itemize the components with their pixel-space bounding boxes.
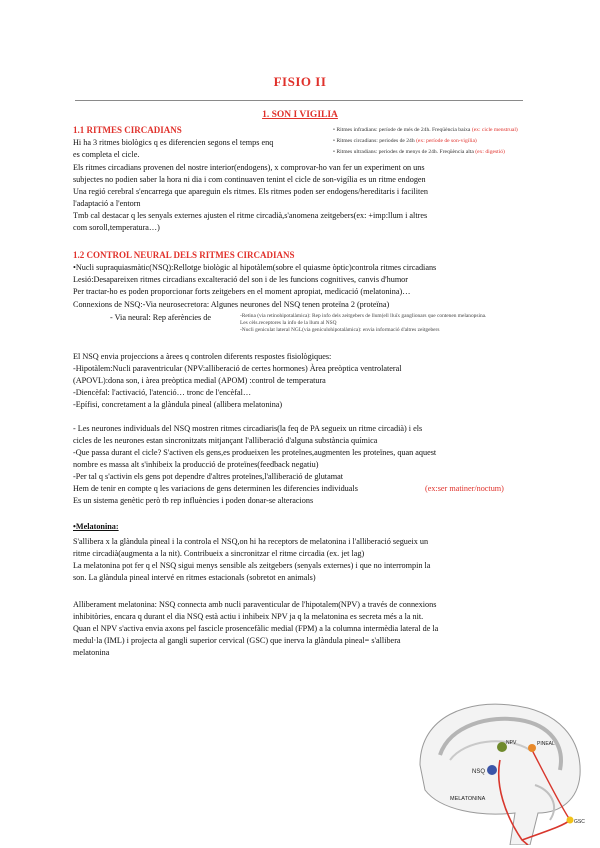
paragraph-line: •Nucli supraquiasmàtic(NSQ):Rellotge biològic al hipotàlem(sobre el quiasme òptic)controla ritmes circadians [73,263,437,272]
paragraph-line: Lesió:Desapareixen ritmes circadians excalteració del son i de les funcions cognitives, canvis d'humor [73,275,409,284]
paragraph-line: melatonina [73,648,110,657]
side-note-text: • Ritmes ultradians: periodes de menys de 24h. Freqüència alta [333,149,474,155]
side-note-tag: (ex: digestió) [475,149,505,155]
paragraph-line: -Que passa durant el cicle? S'activen els gens,es produeixen les proteïnes,augmenten les proteïnes, quan aquest [73,448,437,457]
gsc-label: GSC [574,819,585,825]
npv-label: NPV [506,740,517,746]
paragraph-line: inhibitòries, encara q durant el dia NSQ està actiu i inhibeix NPV ja q la melatonina es secreta més a la nit. [73,612,424,621]
paragraph-line: son. La glàndula pineal intervé en ritmes estacionals (sobretot en animals) [73,573,316,582]
paragraph-line: Una regió cerebral s'encarrega que apareguin els ritmes. Els ritmes poden ser endogens/hereditaris i faciliten [73,187,428,196]
side-note-text: • Ritmes infradians: període de més de 24h. Freqüència baixa [333,127,471,133]
side-note-text: • Ritmes circadians: periodes de 24h [333,138,415,144]
via-note: -Retina (via retinohipotalàmica): Rep info dels zeitgebers de llum(ell lluïx ganglionars que contenen melanopsina. [240,313,487,319]
example-note: (ex:ser matiner/noctum) [425,484,504,493]
paragraph-line: Per tractar-ho es poden proporcionar forts zeitgebers en el moment apropiat, medicació (melatonina)… [73,287,411,296]
paragraph-line: l'adaptació a l'entorn [73,199,141,208]
paragraph-line: medul·la (IML) i projecta al gangli superior cervical (GSC) que inerva la glàndula pineal= s'allibera [73,636,401,645]
paragraph-line: El NSQ envia projeccions a àrees q controlen diferents respostes fisiològiques: [73,352,332,361]
paragraph-line: Els ritmes circadians provenen del nostre interior(endogens), x comprovar-ho van fer un experiment on uns [73,163,425,172]
paragraph-line: -Hipotàlem:Nucli paraventricular (NPV:alliberació de certes hormones) Àrea preòptica ventrolateral [73,364,402,373]
nsq-label: NSQ [472,769,486,775]
side-note-3 [333,148,505,156]
title-divider [75,100,523,101]
pineal-label: PINEAL [537,741,555,747]
paragraph-line: -Epífisi, concretament a la glàndula pineal (allibera melatonina) [73,400,283,409]
paragraph-line: subjectes no podien saber la hora ni dia i com continuaven tenint el cicle de son-vigília es un ritme endogen [73,175,426,184]
paragraph-line: -Diencèfal: l'activació, l'atenció… tronc de l'encèfal… [73,388,252,397]
melatonina-heading: •Melatonina: [73,522,119,531]
via-neural-label: - Via neural: Rep aferències de [110,313,211,322]
paragraph-line: (APOVL):dona son, i àrea preòptica medial (APOM) :control de temperatura [73,376,326,385]
gsc-node [567,817,574,824]
paragraph-line: nombre es massa alt s'inhibeix la producció de proteïnes(feedback negatiu) [73,460,319,469]
page-title: FISIO II [273,74,327,89]
side-note-tag: (ex: període de son-vigília) [416,138,477,144]
paragraph-line: - Les neurones individuals del NSQ mostren ritmes circadiaris(la feq de PA segueix un ritme circadià) i els [73,424,423,433]
pineal-node [528,744,536,752]
nsq-node [487,765,497,775]
via-note: -Nucli geniculat lateral NGL(via geniculohipotalàmica): envia informació d'altres zeitgebers [240,327,440,333]
paragraph-line: es completa el cicle. [73,150,140,159]
section-heading-son-vigilia: 1. SON I VIGILIA [262,110,338,120]
melatonina-label: MELATONINA [450,796,486,802]
paragraph-line: Quan el NPV s'activa envia axons pel fascicle prosencefàlic medial (FPM) a la columna intermèdia lateral de la [73,624,439,633]
paragraph-line: com soroll,temperatura…) [73,223,160,232]
paragraph-line: cicles de les neurones estan sincronitzats mitjançant l'alliberació d'alguna substància química [73,436,378,445]
paragraph-line: -Per tal q s'activin els gens pot dependre d'altres proteïnes,l'alliberació de glutamat [73,472,343,481]
paragraph-line: Hem de tenir en compte q les variacions de gens determinen les diferencies individuals [73,484,358,493]
side-note-2 [333,137,477,145]
paragraph-line: Es un sistema genètic però tb rep influències i poden donar-se alteracions [73,496,314,505]
paragraph-line: S'allibera x la glàndula pineal i la controla el NSQ,on hi ha receptors de melatonina i l'alliberació segueix un [73,537,429,546]
paragraph-line: Alliberament melatonina: NSQ connecta amb nucli paraventicular de l'hipotalem(NPV) a través de connexions [73,600,437,609]
subsection-heading-control-neural: 1.2 CONTROL NEURAL DELS RITMES CIRCADIANS [73,250,295,260]
paragraph-line: Tmb cal destacar q les senyals externes ajusten el ritme circadià,s'anomena zeitgebers(ex: +imp:llum i altres [73,211,428,220]
via-note: Les cèls.receptores la info de la llum al NSQ [240,320,337,326]
paragraph-line: Connexions de NSQ:-Via neurosecretora: Algunes neurones del NSQ tenen proteïna 2 (proteïna) [73,300,390,309]
paragraph-line: Hi ha 3 ritmes biològics q es diferencien segons el temps enq [73,138,274,147]
side-note-1 [333,126,518,134]
side-note-tag: (ex: cicle menstrual) [471,127,518,133]
subsection-heading-ritmes: 1.1 RITMES CIRCADIANS [73,125,182,135]
brain-diagram [410,695,588,845]
paragraph-line: ritme circadià(augmenta a la nit). Contribueix a sincronitzar el ritme circadia (ex. jet lag) [73,549,365,558]
paragraph-line: La melatonina pot fer q el NSQ sigui menys sensible als zeitgebers (senyals externes) i que no interrompin la [73,561,431,570]
